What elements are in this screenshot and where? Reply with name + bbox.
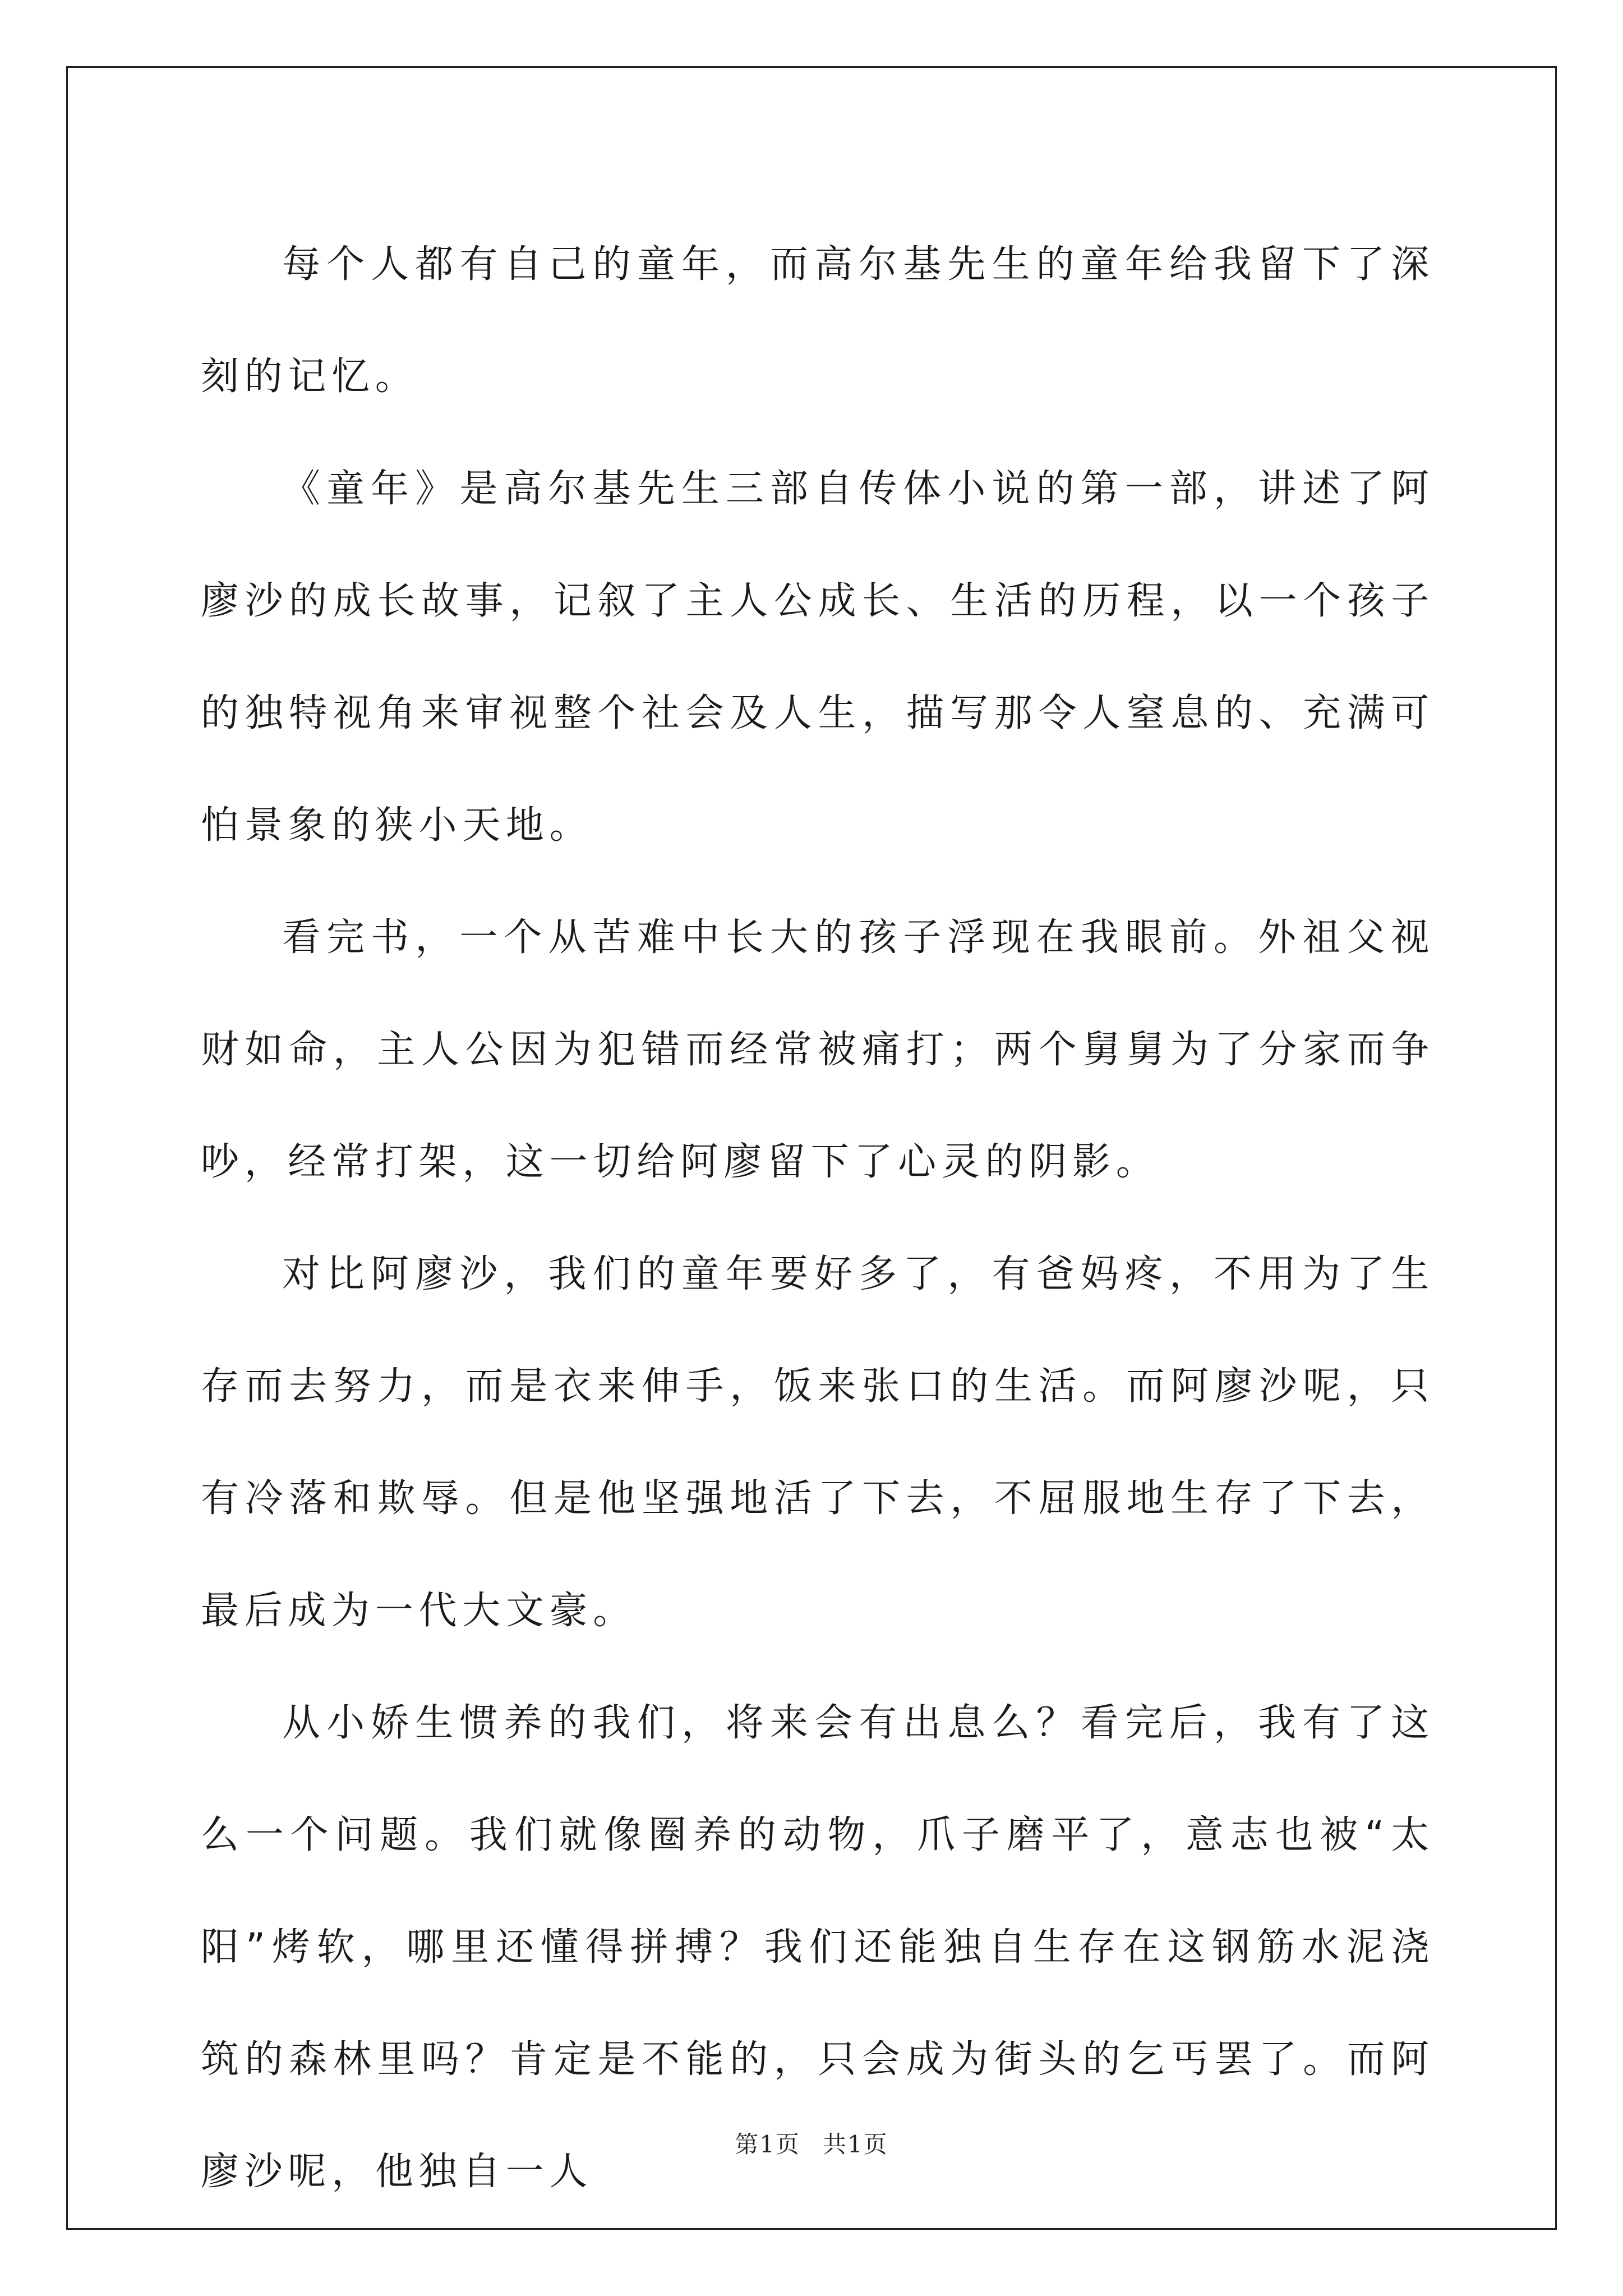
paragraph: 看完书，一个从苦难中长大的孩子浮现在我眼前。外祖父视财如命，主人公因为犯错而经常被痛打；两个舅舅为了分家而争吵，经常打架，这一切给阿廖留下了心灵的阴影。 [201,915,1435,1184]
paragraph: 从小娇生惯养的我们，将来会有出息么？看完后，我有了这么一个问题。我们就像圈养的动物，爪子磨平了，意志也被“太阳”烤软，哪里还懂得拼搏？我们还能独自生存在这钢筋水泥浇筑的森林里吗？肯定是不能的，只会成为街头的乞丐罢了。而阿廖沙呢，他独自一人 [201,1701,1435,2194]
document-body [201,209,1435,2228]
page-number: 第1页 [735,2131,800,2158]
paragraph: 对比阿廖沙，我们的童年要好多了，有爸妈疼，不用为了生存而去努力，而是衣来伸手，饭来张口的生活。而阿廖沙呢，只有冷落和欺辱。但是他坚强地活了下去，不屈服地生存了下去，最后成为一代大文豪。 [201,1252,1435,1633]
page-footer [0,2126,1623,2160]
page-total: 共1页 [823,2131,888,2158]
paragraph: 《童年》是高尔基先生三部自传体小说的第一部，讲述了阿廖沙的成长故事，记叙了主人公成长、生活的历程，以一个孩子的独特视角来审视整个社会及人生，描写那令人窒息的、充满可怕景象的狭小天地。 [201,467,1435,848]
paragraph: 每个人都有自己的童年，而高尔基先生的童年给我留下了深刻的记忆。 [201,242,1435,399]
